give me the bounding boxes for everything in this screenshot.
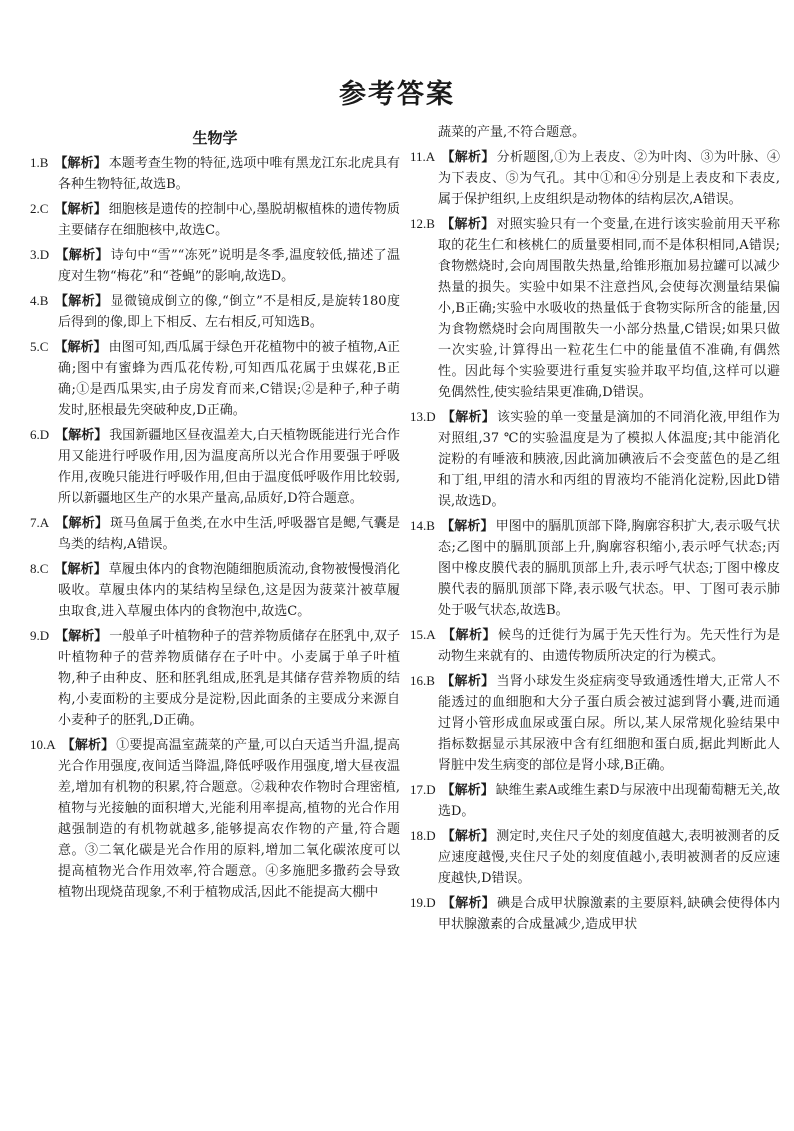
analysis-tag: 【解析】 bbox=[61, 738, 115, 753]
analysis-tag: 【解析】 bbox=[54, 294, 109, 309]
answer-item bbox=[30, 558, 400, 622]
answer-item bbox=[30, 336, 400, 421]
answer-item bbox=[30, 625, 400, 731]
question-number: 13. bbox=[410, 409, 427, 424]
analysis-tag: 【解析】 bbox=[54, 156, 107, 171]
analysis-text: 对照实验只有一个变量,在进行该实验前用天平称取的花生仁和核桃仁的质量要相同,而不是体积相同,A错误;食物燃烧时,会向周围散失热量,给锥形瓶加易拉罐可以减少热量的损失。实验中如果不注意挡风,会使每次测量结果偏小,B正确;实验中水吸收的热量低于食物实际所含的能量,因为食物燃烧时会向周围散失一小部分热量,C错误;如果只做一次实验,计算得出一粒花生仁中的能量值不准确,有偶然性。因此每个实验要进行重复实验并取平均值,这样可以避免偶然性,使实验结果更准确,D错误。 bbox=[438, 217, 780, 400]
analysis-text: 显微镜成倒立的像,“倒立”不是相反,是旋转180度后得到的像,即上下相反、左右相反,可知选B。 bbox=[58, 294, 400, 330]
analysis-tag: 【解析】 bbox=[441, 896, 496, 911]
question-number: 4. bbox=[30, 293, 40, 308]
answer-item bbox=[410, 406, 780, 512]
answer-list-right bbox=[410, 146, 780, 935]
answer-item bbox=[410, 670, 780, 776]
analysis-tag: 【解析】 bbox=[440, 217, 495, 232]
answer-letter: C bbox=[39, 339, 49, 354]
question-number: 18. bbox=[410, 828, 427, 843]
answer-letter: D bbox=[426, 828, 436, 843]
analysis-text: 该实验的单一变量是滴加的不同消化液,甲组作为对照组,37 ℃的实验温度是为了模拟人体温度;其中能消化淀粉的有唾液和胰液,因此滴加碘液后不会变蓝色的是乙组和丁组,甲组的清水和丙组的胃液均不能消化淀粉,因此D错误,故选D。 bbox=[438, 410, 780, 509]
analysis-text: 一般单子叶植物种子的营养物质储存在胚乳中,双子叶植物种子的营养物质储存在子叶中。小麦属于单子叶植物,种子由种皮、胚和胚乳组成,胚乳是其储存营养物质的结构,小麦面粉的主要成分是淀粉,因此面条的主要成分来源自小麦种子的胚乳,D正确。 bbox=[58, 629, 400, 728]
analysis-tag: 【解析】 bbox=[54, 340, 107, 355]
analysis-tag: 【解析】 bbox=[441, 628, 496, 643]
analysis-tag: 【解析】 bbox=[54, 202, 107, 217]
answer-letter: B bbox=[39, 293, 49, 308]
analysis-tag: 【解析】 bbox=[55, 248, 109, 263]
analysis-tag: 【解析】 bbox=[440, 674, 495, 689]
analysis-text: 草履虫体内的食物泡随细胞质流动,食物被慢慢消化吸收。草履虫体内的某结构呈绿色,这是因为菠菜汁被草履虫取食,进入草履虫体内的食物泡中,故选C。 bbox=[58, 562, 400, 619]
analysis-text: 细胞核是遗传的控制中心,墨脱胡椒植株的遗传物质主要储存在细胞核中,故选C。 bbox=[58, 202, 400, 238]
analysis-text: 甲图中的膈肌顶部下降,胸廓容积扩大,表示吸气状态;乙图中的膈肌顶部上升,胸廓容积缩小,表示呼气状态;丙图中橡皮膜代表的膈肌顶部上升,表示呼气状态;丁图中橡皮膜代表的膈肌顶部下降,表示吸气状态。甲、丁图可表示肺处于吸气状态,故选B。 bbox=[438, 519, 780, 618]
question-number: 12. bbox=[410, 216, 427, 231]
analysis-text: 分析题图,①为上表皮、②为叶肉、③为叶脉、④为下表皮、⑤为气孔。其中①和④分别是上表皮和下表皮,属于保护组织,上皮组织是动物体的结构层次,A错误。 bbox=[438, 150, 780, 207]
analysis-tag: 【解析】 bbox=[55, 428, 108, 443]
answer-letter: A bbox=[425, 149, 436, 164]
answer-letter: D bbox=[426, 409, 436, 424]
answer-letter: C bbox=[39, 561, 49, 576]
answer-item bbox=[30, 244, 400, 287]
subject-heading: 生物学 bbox=[192, 129, 238, 147]
answer-item bbox=[410, 779, 780, 822]
analysis-text: 碘是合成甲状腺激素的主要原料,缺碘会使得体内甲状腺激素的合成量减少,造成甲状 bbox=[438, 896, 780, 932]
answer-letter: D bbox=[426, 895, 436, 910]
analysis-text: 由图可知,西瓜属于绿色开花植物中的被子植物,A正确;图中有蜜蜂为西瓜花传粉,可知西瓜花属于虫媒花,B正确;①是西瓜果实,由子房发育而来,C错误;②是种子,种子萌发时,胚根最先突破种皮,D正确。 bbox=[58, 340, 400, 418]
analysis-tag: 【解析】 bbox=[441, 783, 494, 798]
answer-letter: B bbox=[426, 518, 435, 533]
answer-item bbox=[30, 290, 400, 333]
answer-list-left bbox=[30, 152, 400, 903]
page-title: 参考答案 bbox=[339, 79, 455, 110]
answer-item bbox=[30, 198, 400, 241]
left-column bbox=[30, 128, 400, 906]
analysis-tag: 【解析】 bbox=[441, 410, 496, 425]
analysis-tag: 【解析】 bbox=[441, 829, 495, 844]
question-number: 19. bbox=[410, 895, 427, 910]
question-number: 2. bbox=[30, 201, 40, 216]
analysis-text: 我国新疆地区昼夜温差大,白天植物既能进行光合作用又能进行呼吸作用,因为温度高所以光合作用要强于呼吸作用,夜晚只能进行呼吸作用,但由于温度低呼吸作用比较弱,所以新疆地区生产的水果产量高,品质好,D符合题意。 bbox=[58, 428, 400, 506]
answer-letter: A bbox=[39, 515, 50, 530]
question-number: 11. bbox=[410, 149, 426, 164]
answer-item bbox=[410, 515, 780, 621]
question-number: 9. bbox=[30, 628, 40, 643]
analysis-tag: 【解析】 bbox=[54, 562, 107, 577]
answer-letter: C bbox=[39, 201, 49, 216]
answer-letter: B bbox=[426, 216, 435, 231]
answer-item bbox=[410, 146, 780, 210]
answer-letter: D bbox=[39, 628, 50, 643]
answer-item bbox=[30, 734, 400, 903]
analysis-tag: 【解析】 bbox=[441, 150, 495, 165]
right-column bbox=[410, 122, 780, 938]
question-number: 15. bbox=[410, 627, 427, 642]
answer-letter: A bbox=[426, 627, 436, 642]
question-number: 5. bbox=[30, 339, 40, 354]
analysis-text: 斑马鱼属于鱼类,在水中生活,呼吸器官是鳃,气囊是鸟类的结构,A错误。 bbox=[58, 516, 400, 552]
question-number: 17. bbox=[410, 782, 427, 797]
analysis-text: 本题考查生物的特征,选项中唯有黑龙江东北虎具有各种生物特征,故选B。 bbox=[58, 156, 400, 192]
answer-item bbox=[410, 892, 780, 935]
analysis-text: 缺维生素A或维生素D与尿液中出现葡萄糖无关,故选D。 bbox=[438, 783, 780, 819]
analysis-text: 当肾小球发生炎症病变导致通透性增大,正常人不能透过的血细胞和大分子蛋白质会被过滤到肾小囊,进而通过肾小管形成血尿或蛋白尿。所以,某人尿常规化验结果中指标数据显示其尿液中含有红细胞和蛋白质,据此判断此人肾脏中发生病变的部位是肾小球,B正确。 bbox=[438, 674, 780, 773]
analysis-tag: 【解析】 bbox=[55, 516, 109, 531]
answer-letter: D bbox=[426, 782, 436, 797]
analysis-text: 诗句中“雪”“冻死”说明是冬季,温度较低,描述了温度对生物“梅花”和“苍蝇”的影响,故选D。 bbox=[58, 248, 400, 284]
question-number: 7. bbox=[30, 515, 40, 530]
answer-letter: A bbox=[46, 737, 56, 752]
question-number: 10. bbox=[30, 737, 47, 752]
answer-item bbox=[410, 213, 780, 403]
question-number: 16. bbox=[410, 673, 427, 688]
answer-item bbox=[30, 152, 400, 195]
analysis-text: 候鸟的迁徙行为属于先天性行为。先天性行为是动物生来就有的、由遗传物质所决定的行为模式。 bbox=[438, 628, 780, 664]
answer-item bbox=[410, 624, 780, 667]
analysis-text: 测定时,夹住尺子处的刻度值越大,表明被测者的反应速度越慢,夹住尺子处的刻度值越小,表明被测者的反应速度越快,D错误。 bbox=[438, 829, 780, 886]
answer-item bbox=[410, 825, 780, 889]
answer-item bbox=[30, 512, 400, 555]
continuation-text: 蔬菜的产量,不符合题意。 bbox=[438, 125, 586, 140]
question-number: 1. bbox=[30, 155, 40, 170]
question-number: 3. bbox=[30, 247, 40, 262]
answer-letter: B bbox=[426, 673, 435, 688]
answer-letter: B bbox=[39, 155, 49, 170]
question-number: 14. bbox=[410, 518, 427, 533]
analysis-tag: 【解析】 bbox=[55, 629, 108, 644]
answer-letter: D bbox=[39, 247, 50, 262]
analysis-text: ①要提高温室蔬菜的产量,可以白天适当升温,提高光合作用强度,夜间适当降温,降低呼吸作用强度,增大昼夜温差,增加有机物的积累,符合题意。②栽种农作物时合理密植,植物与光接触的面积增大,光能利用率提高,植物的光合作用越强制造的有机物就越多,能够提高农作物的产量,符合题意。③二氧化碳是光合作用的原料,增加二氧化碳浓度可以提高植物光合作用效率,符合题意。④多施肥多撒药会导致植物出现烧苗现象,不利于植物成活,因此不能提高大棚中 bbox=[58, 738, 400, 900]
question-number: 8. bbox=[30, 561, 40, 576]
answer-letter: D bbox=[39, 427, 50, 442]
analysis-tag: 【解析】 bbox=[440, 519, 494, 534]
answer-item bbox=[30, 424, 400, 509]
question-number: 6. bbox=[30, 427, 40, 442]
